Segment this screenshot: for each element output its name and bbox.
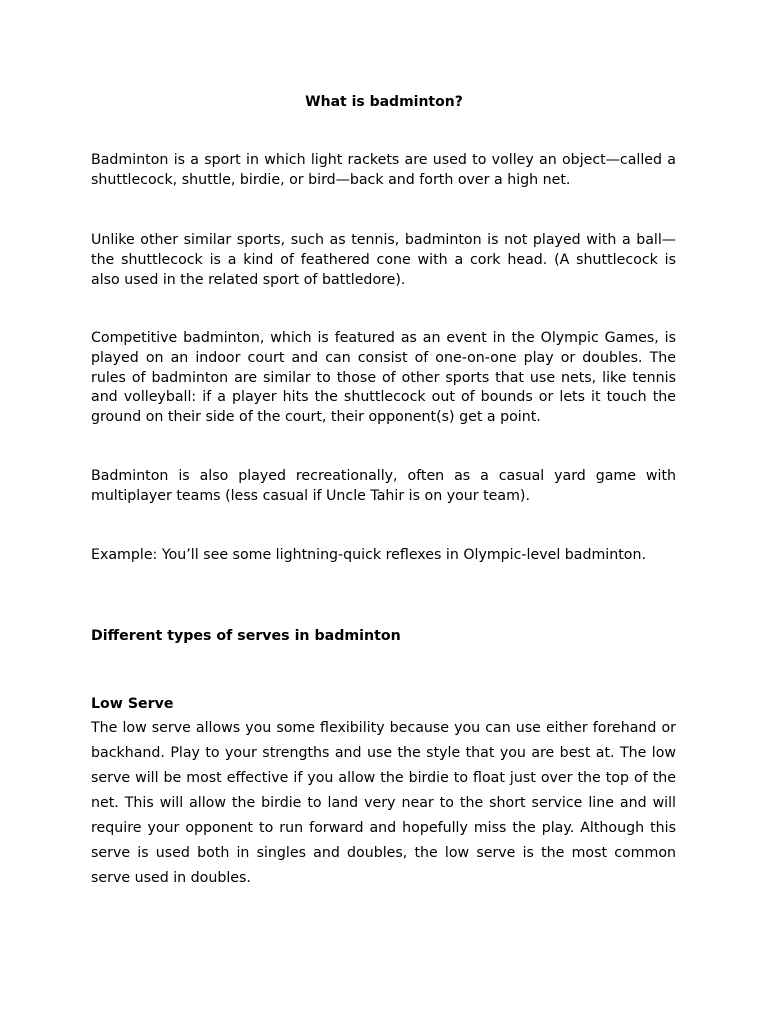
section-heading: Different types of serves in badminton — [91, 628, 401, 644]
subsection-heading: Low Serve — [91, 696, 174, 712]
paragraph-comparison: Unlike other similar sports, such as tennis, badminton is not played with a ball—the shuttlecock is a kind of feathered cone with a cork head. (A shuttlecock is also used in the related sport of battledore). — [91, 232, 676, 288]
paragraph-low-serve: The low serve allows you some flexibility because you can use either forehand or backhand. Play to your strengths and use the style that you are best at. The low serve will be most effective if you allow the birdie to float just over the top of the net. This will allow the birdie to land very near to the short service line and will require your opponent to run forward and hopefully miss the play. Although this serve is used both in singles and doubles, the low serve is the most common serve used in doubles. — [91, 720, 676, 886]
page-title: What is badminton? — [305, 94, 463, 110]
paragraph-competitive: Competitive badminton, which is featured as an event in the Olympic Games, is played on an indoor court and can consist of one-on-one play or doubles. The rules of badminton are similar to those of other sports that use nets, like tennis and volleyball: if a player hits the shuttlecock out of bounds or lets it touch the ground on their side of the court, their opponent(s) get a point. — [91, 330, 676, 426]
paragraph-recreational: Badminton is also played recreationally, often as a casual yard game with multiplayer teams (less casual if Uncle Tahir is on your team). — [91, 468, 676, 504]
paragraph-example: Example: You’ll see some lightning-quick reflexes in Olympic-level badminton. — [91, 547, 646, 563]
paragraph-definition: Badminton is a sport in which light rackets are used to volley an object—called a shuttlecock, shuttle, birdie, or bird—back and forth over a high net. — [91, 152, 676, 188]
